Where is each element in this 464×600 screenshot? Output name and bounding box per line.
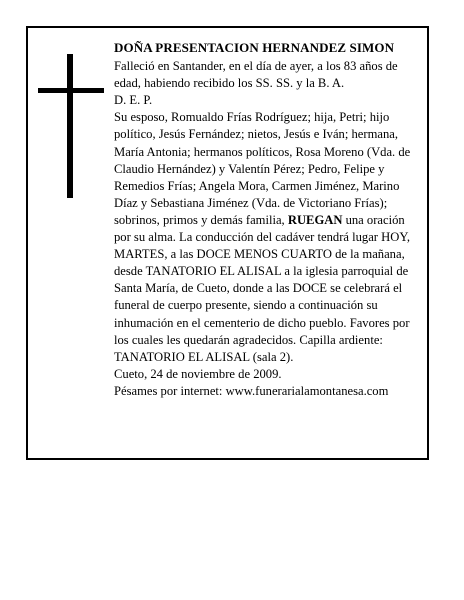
ruegan-text: una oración por su alma. La conducción del cadáver tendrá lugar xyxy=(114,212,405,245)
capilla-line: TANATORIO EL ALISAL (sala 2). xyxy=(114,349,294,364)
cross-horizontal-bar xyxy=(38,88,104,93)
condolences-line: Pésames por internet: www.funerarialamontanesa.com xyxy=(114,383,389,398)
dep-line: D. E. P. xyxy=(114,93,153,108)
obituary-text xyxy=(114,39,414,400)
doce-menos-cuarto: DOCE MENOS CUARTO xyxy=(196,247,332,262)
doce-time: DOCE xyxy=(292,281,328,296)
a-las-text: , a las xyxy=(164,247,197,262)
cross-vertical-bar xyxy=(67,54,73,198)
ruegan-word: RUEGAN xyxy=(287,212,343,227)
tanatorio-name: TANATORIO EL ALISAL xyxy=(145,264,282,279)
funeral-text: se celebrará el funeral de cuerpo presente, siendo a continuación su inhumación en el cementerio de dicho pueblo. Favores por los cuales les quedarán agradecidos. Capilla ardiente: xyxy=(114,281,410,347)
hoy-martes: HOY, MARTES xyxy=(114,230,410,262)
deceased-name: DOÑA PRESENTACION HERNANDEZ SIMON xyxy=(114,40,395,55)
iglesia-text: a la iglesia parroquial de Santa María, de Cueto, donde a las xyxy=(114,264,409,296)
latin-cross-icon xyxy=(38,54,104,198)
death-paragraph: Falleció en Santander, en el día de ayer, a los 83 años de edad, habiendo recibido los SS. SS. y la B. A. xyxy=(114,59,398,91)
de-la-manana-text: de la mañana, desde xyxy=(114,247,405,279)
family-paragraph xyxy=(114,109,414,348)
family-text: Su esposo, Romualdo Frías Rodríguez; hija, Petri; hijo político, Jesús Fernández; nietos, Jesús e Iván; hermana, María Antonia; hermanos políticos, Rosa Moreno (Vda. de Claudio Hernández) y Valentín Pérez; Pedro, Felipe y Remedios Frías; Angela Mora, Carmen Jiménez, Marino Díaz y Sebastiana Jiménez (Vda. de Victoriano Frías); sobrinos, primos y demás familia, xyxy=(114,110,411,227)
place-date-line: Cueto, 24 de noviembre de 2009. xyxy=(114,366,282,381)
